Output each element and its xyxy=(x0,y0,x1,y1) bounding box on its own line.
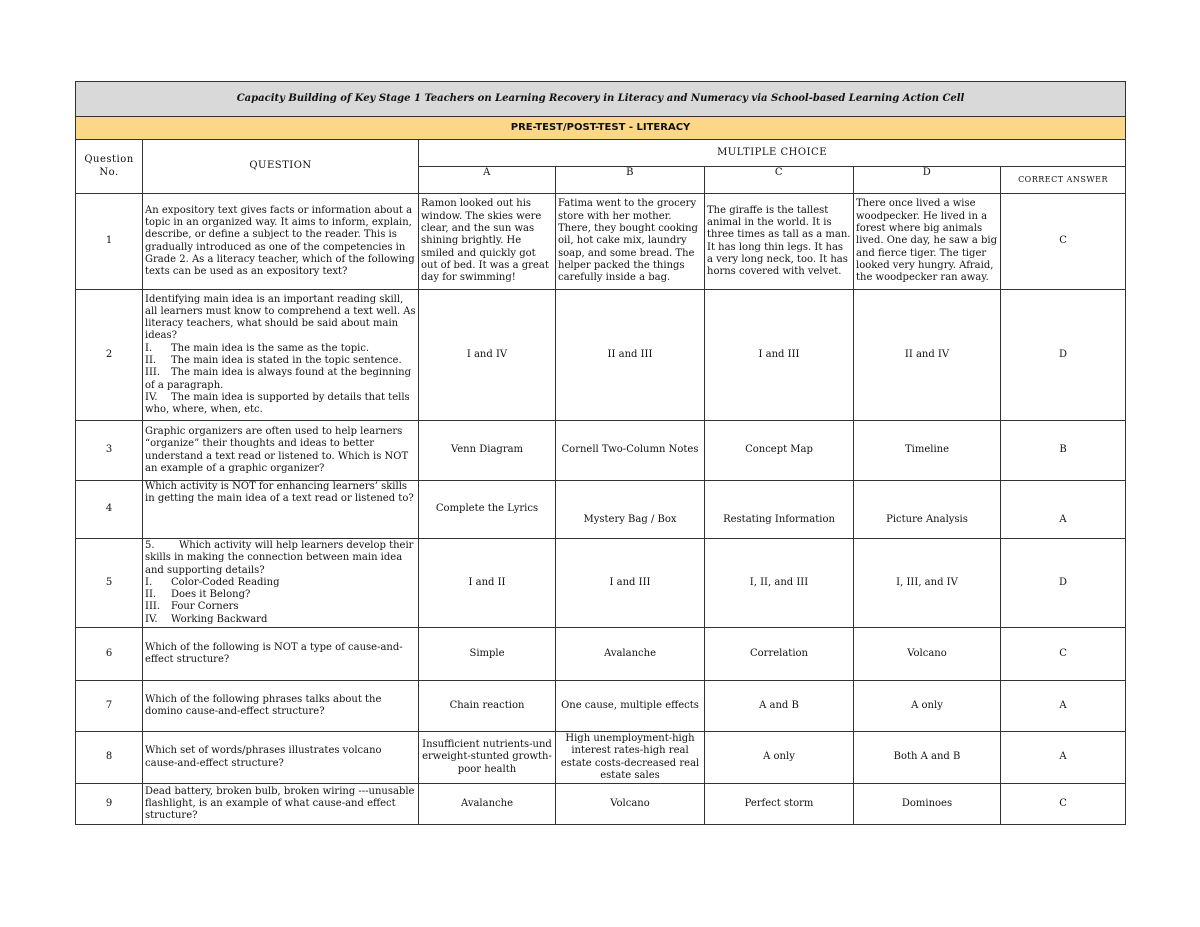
question-number: 2 xyxy=(76,290,143,421)
item-text: Four Corners xyxy=(171,601,239,613)
choice-a: Complete the Lyrics xyxy=(419,481,556,539)
item-text: Color-Coded Reading xyxy=(171,576,280,588)
question-intro xyxy=(145,540,416,577)
choice-b: II and III xyxy=(556,290,705,421)
question-item xyxy=(145,589,416,601)
question-text: Which of the following phrases talks about the domino cause-and-effect structure? xyxy=(143,681,419,732)
header-choice-d: D xyxy=(854,167,1001,194)
choice-a: Simple xyxy=(419,628,556,681)
question-item xyxy=(145,392,416,417)
choice-a: Insufficient nutrients-underweight-stunted growth-poor health xyxy=(419,732,556,784)
item-marker: 5. xyxy=(145,539,155,551)
choice-a: I and IV xyxy=(419,290,556,421)
choice-b: Cornell Two-Column Notes xyxy=(556,421,705,481)
choice-c: The giraffe is the tallest animal in the world. It is three times as tall as a man. It has long thin legs. It has a very long neck, too. It has horns covered with velvet. xyxy=(705,194,854,290)
choice-a: Venn Diagram xyxy=(419,421,556,481)
correct-answer: D xyxy=(1001,539,1126,628)
sheet-title: Capacity Building of Key Stage 1 Teachers on Learning Recovery in Literacy and Numeracy via School-based Learning Action Cell xyxy=(76,82,1126,117)
item-marker: III. xyxy=(145,367,161,379)
correct-answer: A xyxy=(1001,681,1126,732)
question-text: Which set of words/phrases illustrates volcano cause-and-effect structure? xyxy=(143,732,419,784)
item-text: Does it Belong? xyxy=(171,589,251,601)
sheet-subtitle: PRE-TEST/POST-TEST - LITERACY xyxy=(76,117,1126,140)
choice-d: I, III, and IV xyxy=(854,539,1001,628)
choice-d: Volcano xyxy=(854,628,1001,681)
question-number: 9 xyxy=(76,784,143,825)
choice-d: II and IV xyxy=(854,290,1001,421)
question-item xyxy=(145,601,416,613)
question-number: 8 xyxy=(76,732,143,784)
question-number: 1 xyxy=(76,194,143,290)
choice-d: Dominoes xyxy=(854,784,1001,825)
choice-b: Fatima went to the grocery store with her mother. There, they bought cooking oil, hot cake mix, laundry soap, and some bread. The helper packed the things carefully inside a bag. xyxy=(556,194,705,290)
item-marker: II. xyxy=(145,355,157,366)
choice-c: A only xyxy=(705,732,854,784)
choice-b: Avalanche xyxy=(556,628,705,681)
header-multiple-choice: MULTIPLE CHOICE xyxy=(419,140,1126,167)
question-item xyxy=(145,343,416,355)
item-text: The main idea is always found at the beginning of a paragraph. xyxy=(145,367,412,391)
table-row xyxy=(76,784,1126,825)
choice-b: Volcano xyxy=(556,784,705,825)
choice-a: Chain reaction xyxy=(419,681,556,732)
item-marker: III. xyxy=(145,601,161,613)
table-row xyxy=(76,421,1126,481)
correct-answer: A xyxy=(1001,732,1126,784)
choice-d: There once lived a wise woodpecker. He lived in a forest where big animals lived. One day, he saw a big and fierce tiger. The tiger looked very hungry. Afraid, the woodpecker ran away. xyxy=(854,194,1001,290)
choice-d: Picture Analysis xyxy=(854,481,1001,539)
correct-answer: B xyxy=(1001,421,1126,481)
intro-text: Which activity will help learners develop their skills in making the connection between main idea and supporting details? xyxy=(145,539,414,576)
correct-answer: C xyxy=(1001,784,1126,825)
item-text: The main idea is the same as the topic. xyxy=(171,342,370,354)
table-row xyxy=(76,628,1126,681)
table-row xyxy=(76,732,1126,784)
correct-answer: C xyxy=(1001,628,1126,681)
choice-b: High unemployment-high interest rates-high real estate costs-decreased real estate sales xyxy=(556,732,705,784)
table-row xyxy=(76,194,1126,290)
question-number: 3 xyxy=(76,421,143,481)
table-row xyxy=(76,539,1126,628)
table-row xyxy=(76,481,1126,539)
header-question: QUESTION xyxy=(143,140,419,194)
item-marker: IV. xyxy=(145,613,158,625)
question-number: 4 xyxy=(76,481,143,539)
question-text: Graphic organizers are often used to help learners “organize” their thoughts and ideas to better understand a text read or listened to. Which is NOT an example of a graphic organizer? xyxy=(143,421,419,481)
choice-c: I and III xyxy=(705,290,854,421)
header-correct-answer: CORRECT ANSWER xyxy=(1001,167,1126,194)
question-number: 6 xyxy=(76,628,143,681)
item-text: The main idea is supported by details that tells who, where, when, etc. xyxy=(145,391,410,416)
choice-a: Avalanche xyxy=(419,784,556,825)
correct-answer: C xyxy=(1001,194,1126,290)
choice-c: I, II, and III xyxy=(705,539,854,628)
subtitle-row xyxy=(76,117,1126,140)
choice-d: Timeline xyxy=(854,421,1001,481)
question-text xyxy=(143,290,419,421)
correct-answer: D xyxy=(1001,290,1126,421)
item-marker: I. xyxy=(145,342,153,354)
header-question-no: Question No. xyxy=(76,140,143,194)
question-text: Dead battery, broken bulb, broken wiring ---unusable flashlight, is an example of what cause-and effect structure? xyxy=(143,784,419,825)
question-item xyxy=(145,367,416,392)
question-text xyxy=(143,539,419,628)
question-item xyxy=(145,614,416,626)
title-row xyxy=(76,82,1126,117)
header-row-1 xyxy=(76,140,1126,167)
choice-c: Correlation xyxy=(705,628,854,681)
question-number: 5 xyxy=(76,539,143,628)
choice-c: Perfect storm xyxy=(705,784,854,825)
literacy-test-table xyxy=(75,81,1126,825)
choice-d: A only xyxy=(854,681,1001,732)
choice-a: Ramon looked out his window. The skies were clear, and the sun was shining brightly. He smiled and quickly got out of bed. It was a great day for swimming! xyxy=(419,194,556,290)
header-choice-c: C xyxy=(705,167,854,194)
choice-c: A and B xyxy=(705,681,854,732)
item-marker: I. xyxy=(145,576,153,588)
header-choice-b: B xyxy=(556,167,705,194)
question-item xyxy=(145,577,416,589)
correct-answer: A xyxy=(1001,481,1126,539)
item-text: The main idea is stated in the topic sentence. xyxy=(171,355,402,366)
choice-c: Restating Information xyxy=(705,481,854,539)
question-number: 7 xyxy=(76,681,143,732)
item-marker: IV. xyxy=(145,391,158,403)
header-choice-a: A xyxy=(419,167,556,194)
item-marker: II. xyxy=(145,589,157,601)
choice-a: I and II xyxy=(419,539,556,628)
question-intro: Identifying main idea is an important reading skill, all learners must know to comprehend a text well. As literacy teachers, what should be said about main ideas? xyxy=(145,293,416,342)
choice-b: I and III xyxy=(556,539,705,628)
table-row xyxy=(76,681,1126,732)
choice-b: One cause, multiple effects xyxy=(556,681,705,732)
item-text: Working Backward xyxy=(171,613,268,625)
question-text: Which activity is NOT for enhancing learners’ skills in getting the main idea of a text read or listened to? xyxy=(143,481,419,539)
choice-b: Mystery Bag / Box xyxy=(556,481,705,539)
question-item xyxy=(145,355,416,367)
table-row xyxy=(76,290,1126,421)
choice-d: Both A and B xyxy=(854,732,1001,784)
question-text: Which of the following is NOT a type of cause-and-effect structure? xyxy=(143,628,419,681)
question-text: An expository text gives facts or information about a topic in an organized way. It aims to inform, explain, describe, or define a subject to the reader. This is gradually introduced as one of the competencies in Grade 2. As a literacy teacher, which of the following texts can be used as an expository text? xyxy=(143,194,419,290)
choice-c: Concept Map xyxy=(705,421,854,481)
